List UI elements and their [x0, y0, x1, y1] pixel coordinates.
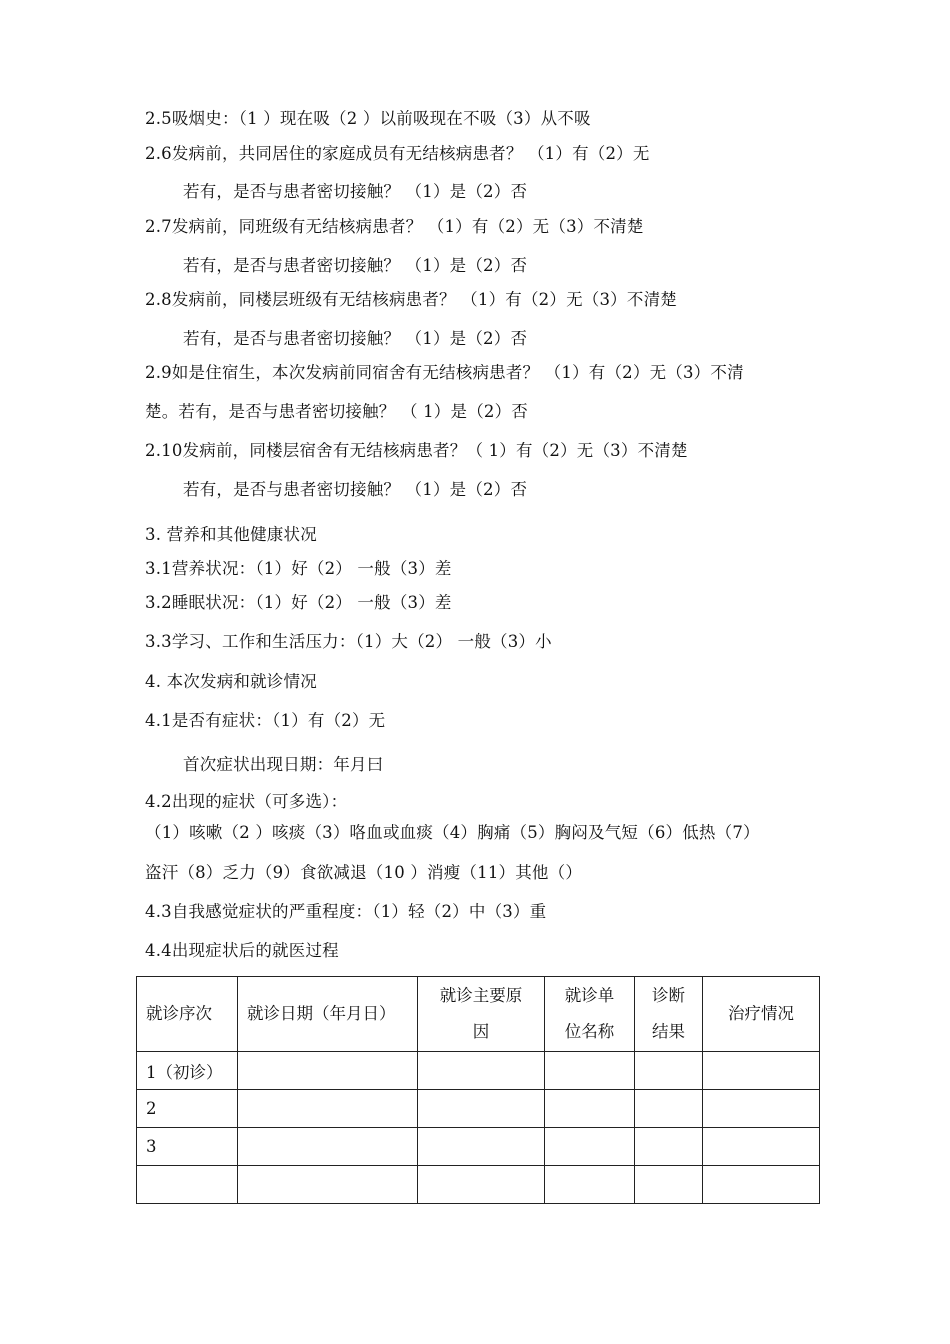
table-row — [137, 1052, 820, 1090]
cell-visit-sequence: 3 — [137, 1128, 238, 1166]
cell-visit-date[interactable] — [238, 1128, 418, 1166]
cell-treatment[interactable] — [703, 1166, 820, 1204]
cell-visit-date[interactable] — [238, 1090, 418, 1128]
cell-diagnosis[interactable] — [635, 1052, 703, 1090]
table-header-row — [137, 977, 820, 1052]
question-4-4: 4.4出现症状后的就医过程 — [145, 941, 339, 960]
question-2-10: 2.10发病前，同楼层宿舍有无结核病患者？（ 1）有（2）无（3）不清楚 — [145, 441, 688, 460]
header-visit-reason — [418, 977, 545, 1052]
cell-visit-sequence: 2 — [137, 1090, 238, 1128]
section-3-heading: 3. 营养和其他健康状况 — [145, 525, 317, 544]
header-visit-unit — [545, 977, 635, 1052]
question-2-9-continued: 楚。若有，是否与患者密切接触？ （ 1）是（2）否 — [145, 402, 528, 421]
medical-visit-table — [136, 976, 820, 1204]
header-visit-unit-line1: 就诊单 — [564, 986, 615, 1005]
cell-visit-reason[interactable] — [418, 1090, 545, 1128]
cell-diagnosis[interactable] — [635, 1166, 703, 1204]
question-3-3: 3.3学习、工作和生活压力：（1）大（2） 一般（3）小 — [145, 632, 552, 651]
cell-visit-reason[interactable] — [418, 1166, 545, 1204]
question-2-7: 2.7发病前，同班级有无结核病患者？ （1）有（2）无（3）不清楚 — [145, 217, 644, 236]
header-visit-reason-line1: 就诊主要原 — [439, 986, 523, 1005]
question-4-1-date: 首次症状出现日期：年月曰 — [183, 755, 384, 774]
cell-visit-date[interactable] — [238, 1052, 418, 1090]
question-2-6-followup: 若有，是否与患者密切接触？ （1）是（2）否 — [183, 182, 528, 201]
cell-visit-sequence: 1（初诊） — [137, 1052, 238, 1090]
question-4-1: 4.1是否有症状：（1）有（2）无 — [145, 711, 386, 730]
cell-visit-unit[interactable] — [545, 1090, 635, 1128]
table-row — [137, 1090, 820, 1128]
question-2-6: 2.6发病前，共同居住的家庭成员有无结核病患者？ （1）有（2）无 — [145, 144, 650, 163]
cell-visit-unit[interactable] — [545, 1052, 635, 1090]
section-4-heading: 4. 本次发病和就诊情况 — [145, 672, 317, 691]
question-2-10-followup: 若有，是否与患者密切接触？ （1）是（2）否 — [183, 480, 528, 499]
header-visit-unit-line2: 位名称 — [564, 1022, 615, 1041]
question-3-1: 3.1营养状况：（1）好（2） 一般（3）差 — [145, 559, 452, 578]
cell-visit-reason[interactable] — [418, 1128, 545, 1166]
header-diagnosis-line1: 诊断 — [652, 986, 685, 1005]
question-2-8: 2.8发病前，同楼层班级有无结核病患者？ （1）有（2）无（3）不清楚 — [145, 290, 677, 309]
question-2-9: 2.9如是住宿生，本次发病前同宿舍有无结核病患者？ （1）有（2）无（3）不清 — [145, 363, 744, 382]
question-4-2: 4.2出现的症状（可多选）： — [145, 792, 348, 811]
header-visit-reason-line2: 因 — [472, 1022, 490, 1041]
question-4-3: 4.3自我感觉症状的严重程度：（1）轻（2）中（3）重 — [145, 902, 547, 921]
header-diagnosis — [635, 977, 703, 1052]
cell-diagnosis[interactable] — [635, 1128, 703, 1166]
question-2-8-followup: 若有，是否与患者密切接触？ （1）是（2）否 — [183, 329, 528, 348]
question-3-2: 3.2睡眠状况：（1）好（2） 一般（3）差 — [145, 593, 452, 612]
cell-visit-reason[interactable] — [418, 1052, 545, 1090]
header-diagnosis-line2: 结果 — [652, 1022, 685, 1041]
question-4-2-options-2: 盗汗（8）乏力（9）食欲减退（10 ）消瘦（11）其他（） — [145, 863, 583, 882]
cell-treatment[interactable] — [703, 1128, 820, 1166]
cell-visit-date[interactable] — [238, 1166, 418, 1204]
table-row — [137, 1128, 820, 1166]
cell-treatment[interactable] — [703, 1090, 820, 1128]
header-treatment: 治疗情况 — [703, 977, 820, 1052]
cell-visit-sequence[interactable] — [137, 1166, 238, 1204]
question-2-7-followup: 若有，是否与患者密切接触？ （1）是（2）否 — [183, 256, 528, 275]
cell-treatment[interactable] — [703, 1052, 820, 1090]
header-visit-sequence: 就诊序次 — [137, 977, 238, 1052]
cell-visit-unit[interactable] — [545, 1166, 635, 1204]
question-2-5: 2.5吸烟史：（1 ）现在吸（2 ）以前吸现在不吸（3）从不吸 — [145, 109, 591, 128]
cell-diagnosis[interactable] — [635, 1090, 703, 1128]
cell-visit-unit[interactable] — [545, 1128, 635, 1166]
header-visit-date: 就诊日期（年月日） — [238, 977, 418, 1052]
question-4-2-options-1: （1）咳嗽（2 ）咳痰（3）咯血或血痰（4）胸痛（5）胸闷及气短（6）低热（7） — [145, 823, 760, 842]
table-row — [137, 1166, 820, 1204]
